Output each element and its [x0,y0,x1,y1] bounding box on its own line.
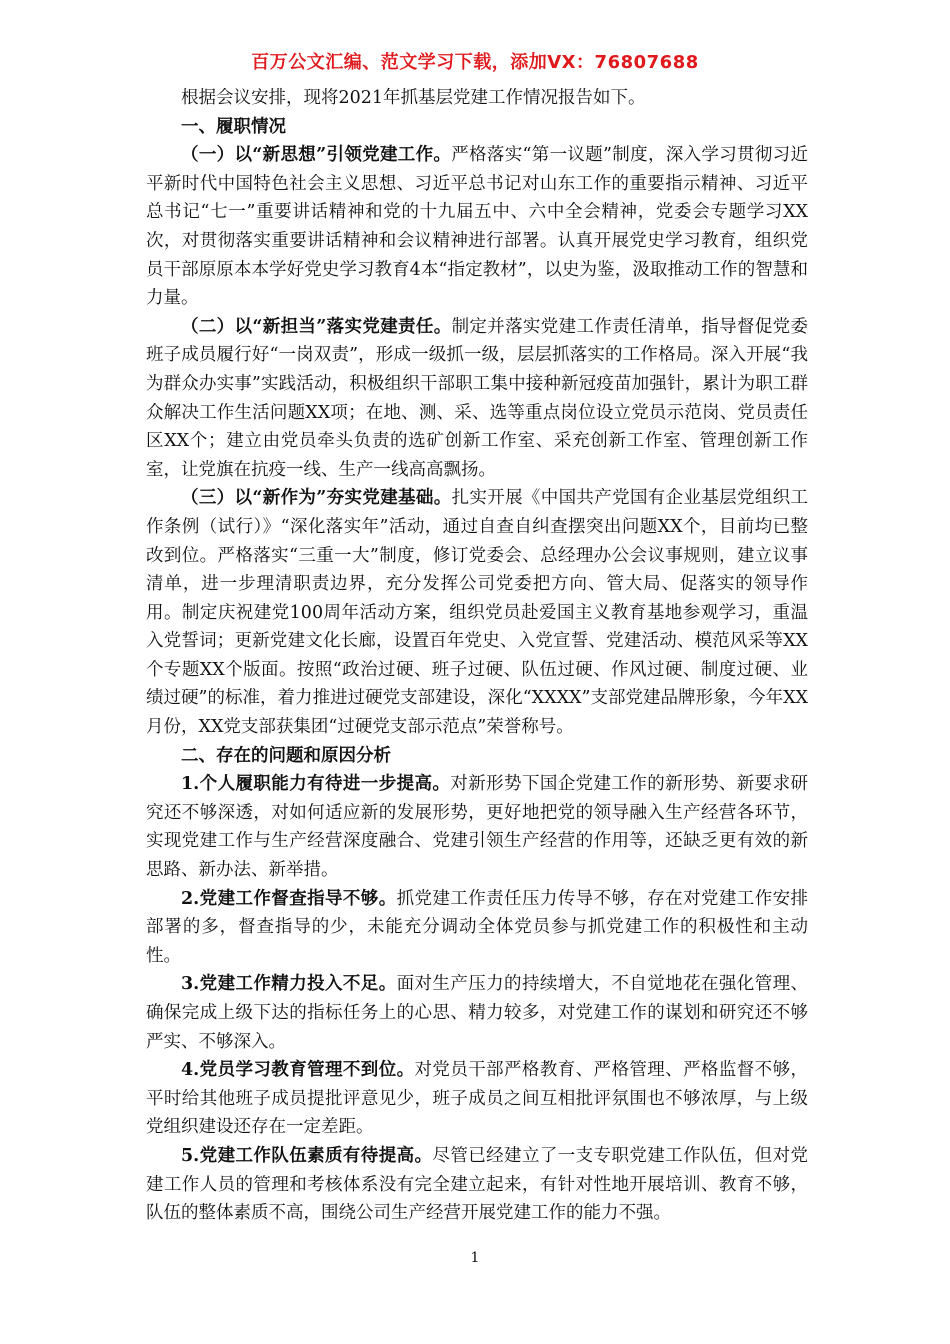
paragraph-body: 对新形势下国企党建工作的新形势、新要求研究还不够深透，对如何适应新的发展形势，更好地把党的领导融入生产经营各环节，实现党建工作与生产经营深度融合、党建引领生产经营的作用等，还缺乏更有效的新思路、新办法、新举措。 [146,774,808,881]
paragraph-new-action [146,484,808,741]
paragraph-lead: （三）以“新作为”夯实党建基础。 [181,488,452,509]
paragraph-body: 制定并落实党建工作责任清单，指导督促党委班子成员履行好“一岗双责”，形成一级抓一级，层层抓落实的工作格局。深入开展“我为群众办实事”实践活动，积极组织干部职工集中接种新冠疫苗加强针，累计为职工群众解决工作生活问题XX项；在地、测、采、选等重点岗位设立党员示范岗、党员责任区XX个；建立由党员牵头负责的选矿创新工作室、采充创新工作室、管理创新工作室，让党旗在抗疫一线、生产一线高高飘扬。 [146,316,808,480]
paragraph-body: 面对生产压力的持续增大，不自觉地花在强化管理、确保完成上级下达的指标任务上的心思、精力较多，对党建工作的谋划和研究还不够严实、不够深入。 [146,974,809,1052]
page-number: 1 [470,1250,480,1266]
section-heading-problems: 二、存在的问题和原因分析 [181,745,391,766]
paragraph-lead: 3.党建工作精力投入不足。 [181,974,397,995]
problem-item-5 [146,1142,808,1228]
paragraph-new-responsibility [146,313,808,485]
section-heading-performance: 一、履职情况 [181,116,286,137]
paragraph-body: 对党员干部严格教育、严格管理、严格监督不够，平时给其他班子成员提批评意见少，班子成员之间互相批评氛围也不够浓厚，与上级党组织建设还存在一定差距。 [146,1060,808,1138]
paragraph-new-thought [146,141,808,313]
paragraph-body: 尽管已经建立了一支专职党建工作队伍，但对党建工作人员的管理和考核体系没有完全建立起来，有针对性地开展培训、教育不够，队伍的整体素质不高，围绕公司生产经营开展党建工作的能力不强。 [146,1145,808,1224]
paragraph-body: 扎实开展《中国共产党国有企业基层党组织工作条例（试行）》“深化落实年”活动，通过自查自纠查摆突出问题XX个，目前均已整改到位。严格落实“三重一大”制度，修订党委会、总经理办公会议事规则，建立议事清单，进一步理清职责边界，充分发挥公司党委把方向、管大局、促落实的领导作用。制定庆祝建党100周年活动方案，组织党员赴爱国主义教育基地参观学习，重温入党誓词；更新党建文化长廊，设置百年党史、入党宣誓、党建活动、模范风采等XX个专题XX个版面。按照“政治过硬、班子过硬、队伍过硬、作风过硬、制度过硬、业绩过硬”的标准，着力推进过硬党支部建设，深化“XXXX”支部党建品牌形象，今年XX月份，XX党支部获集团“过硬党支部示范点”荣誉称号。 [146,488,808,738]
paragraph-lead: 1.个人履职能力有待进一步提高。 [181,774,451,795]
problem-item-4 [146,1056,808,1142]
paragraph-lead: 5.党建工作队伍素质有待提高。 [181,1145,433,1166]
paragraph-lead: （一）以“新思想”引领党建工作。 [181,145,452,166]
paragraph-lead: （二）以“新担当”落实党建责任。 [181,316,452,337]
paragraph-lead: 2.党建工作督查指导不够。 [181,888,397,909]
header-banner: 百万公文汇编、范文学习下载，添加VX：76807688 [251,52,699,73]
problem-item-3 [146,970,808,1056]
paragraph-body: 抓党建工作责任压力传导不够，存在对党建工作安排部署的多，督查指导的少，未能充分调动全体党员参与抓党建工作的积极性和主动性。 [146,888,809,966]
document-body [146,84,808,1228]
paragraph-body: 严格落实“第一议题”制度，深入学习贯彻习近平新时代中国特色社会主义思想、习近平总书记对山东工作的重要指示精神、习近平总书记“七一”重要讲话精神和党的十九届五中、六中全会精神，党委会专题学习XX次，对贯彻落实重要讲话精神和会议精神进行部署。认真开展党史学习教育，组织党员干部原原本本学好党史学习教育4本“指定教材”，以史为鉴，汲取推动工作的智慧和力量。 [146,145,808,309]
problem-item-2 [146,885,808,971]
intro-paragraph: 根据会议安排，现将2021年抓基层党建工作情况报告如下。 [181,88,646,108]
paragraph-lead: 4.党员学习教育管理不到位。 [181,1060,415,1081]
problem-item-1 [146,770,808,884]
